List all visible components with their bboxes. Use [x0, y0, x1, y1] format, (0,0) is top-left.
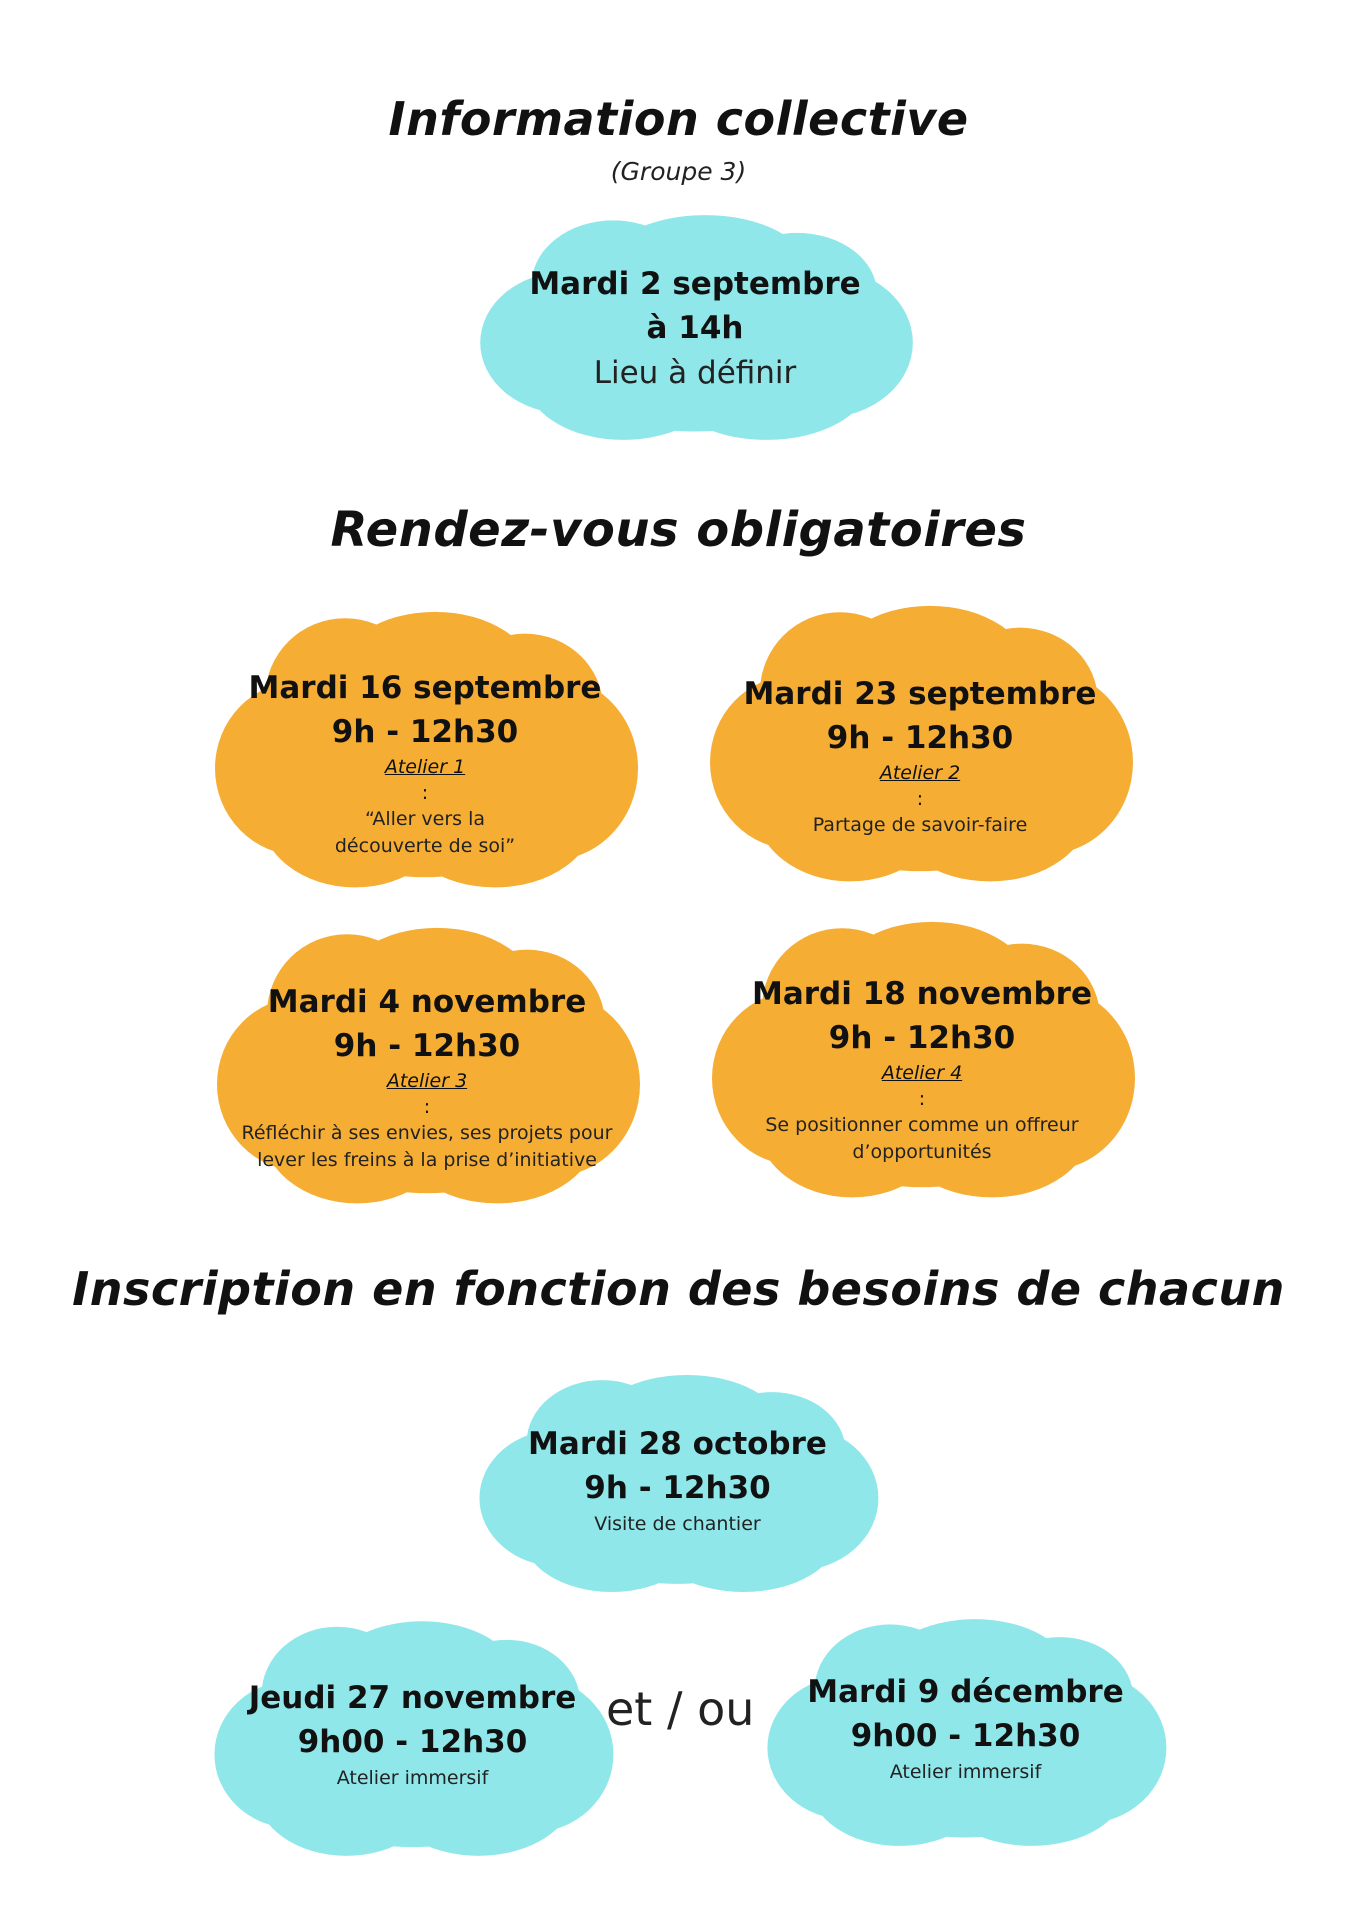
- event-place: Lieu à définir: [593, 355, 797, 391]
- event-time: 9h - 12h30: [826, 720, 1014, 756]
- event-time: 9h - 12h30: [333, 1028, 521, 1064]
- inscription-title: Inscription en fonction des besoins de chacun: [72, 1262, 1285, 1316]
- event-time: 9h00 - 12h30: [297, 1724, 528, 1760]
- event-date: Mardi 4 novembre: [267, 984, 587, 1020]
- event-note: Atelier immersif: [336, 1767, 489, 1789]
- event-time: 9h - 12h30: [828, 1020, 1016, 1056]
- atelier-label: Atelier 1: [384, 756, 466, 778]
- cloud-atelier-3: [207, 924, 647, 1206]
- cloud-visite-chantier: [470, 1372, 885, 1594]
- event-date: Mardi 9 décembre: [807, 1674, 1124, 1710]
- atelier-separator: :: [918, 1088, 926, 1110]
- event-date: Mardi 23 septembre: [743, 676, 1097, 712]
- event-time: 9h00 - 12h30: [850, 1718, 1081, 1754]
- event-date: Mardi 16 septembre: [248, 670, 602, 706]
- atelier-description: Partage de savoir-faire: [812, 814, 1028, 836]
- atelier-label: Atelier 4: [881, 1062, 963, 1084]
- cloud-atelier-2: [700, 602, 1140, 884]
- cloud-atelier-1: [205, 608, 645, 890]
- atelier-description: Réfléchir à ses envies, ses projets pour lever les freins à la prise d’initiative: [241, 1122, 613, 1171]
- cloud-info-collective: [470, 212, 920, 442]
- rdv-title: Rendez-vous obligatoires: [330, 502, 1027, 558]
- event-note: Atelier immersif: [889, 1761, 1042, 1783]
- event-date: Mardi 2 septembre: [529, 266, 861, 302]
- cloud-atelier-4: [702, 918, 1142, 1200]
- atelier-separator: :: [421, 782, 429, 804]
- event-time: 9h - 12h30: [584, 1470, 771, 1506]
- et-ou-connector: et / ou: [606, 1682, 755, 1736]
- atelier-separator: :: [423, 1096, 431, 1118]
- event-time: 9h - 12h30: [331, 714, 519, 750]
- info-subtitle: (Groupe 3): [610, 157, 747, 186]
- info-title: Information collective: [388, 92, 969, 146]
- atelier-description: Se positionner comme un offreur d’opportunités: [765, 1114, 1079, 1163]
- event-time: à 14h: [646, 310, 744, 346]
- atelier-label: Atelier 2: [879, 762, 961, 784]
- atelier-separator: :: [916, 788, 924, 810]
- cloud-jeudi-27-novembre: [205, 1618, 620, 1858]
- event-date: Mardi 28 octobre: [528, 1426, 827, 1462]
- event-date: Mardi 18 novembre: [751, 976, 1092, 1012]
- cloud-mardi-9-decembre: [758, 1616, 1173, 1848]
- event-note: Visite de chantier: [594, 1513, 761, 1535]
- atelier-label: Atelier 3: [386, 1070, 468, 1092]
- event-date: Jeudi 27 novembre: [248, 1680, 577, 1716]
- atelier-description: “Aller vers la découverte de soi”: [334, 808, 516, 857]
